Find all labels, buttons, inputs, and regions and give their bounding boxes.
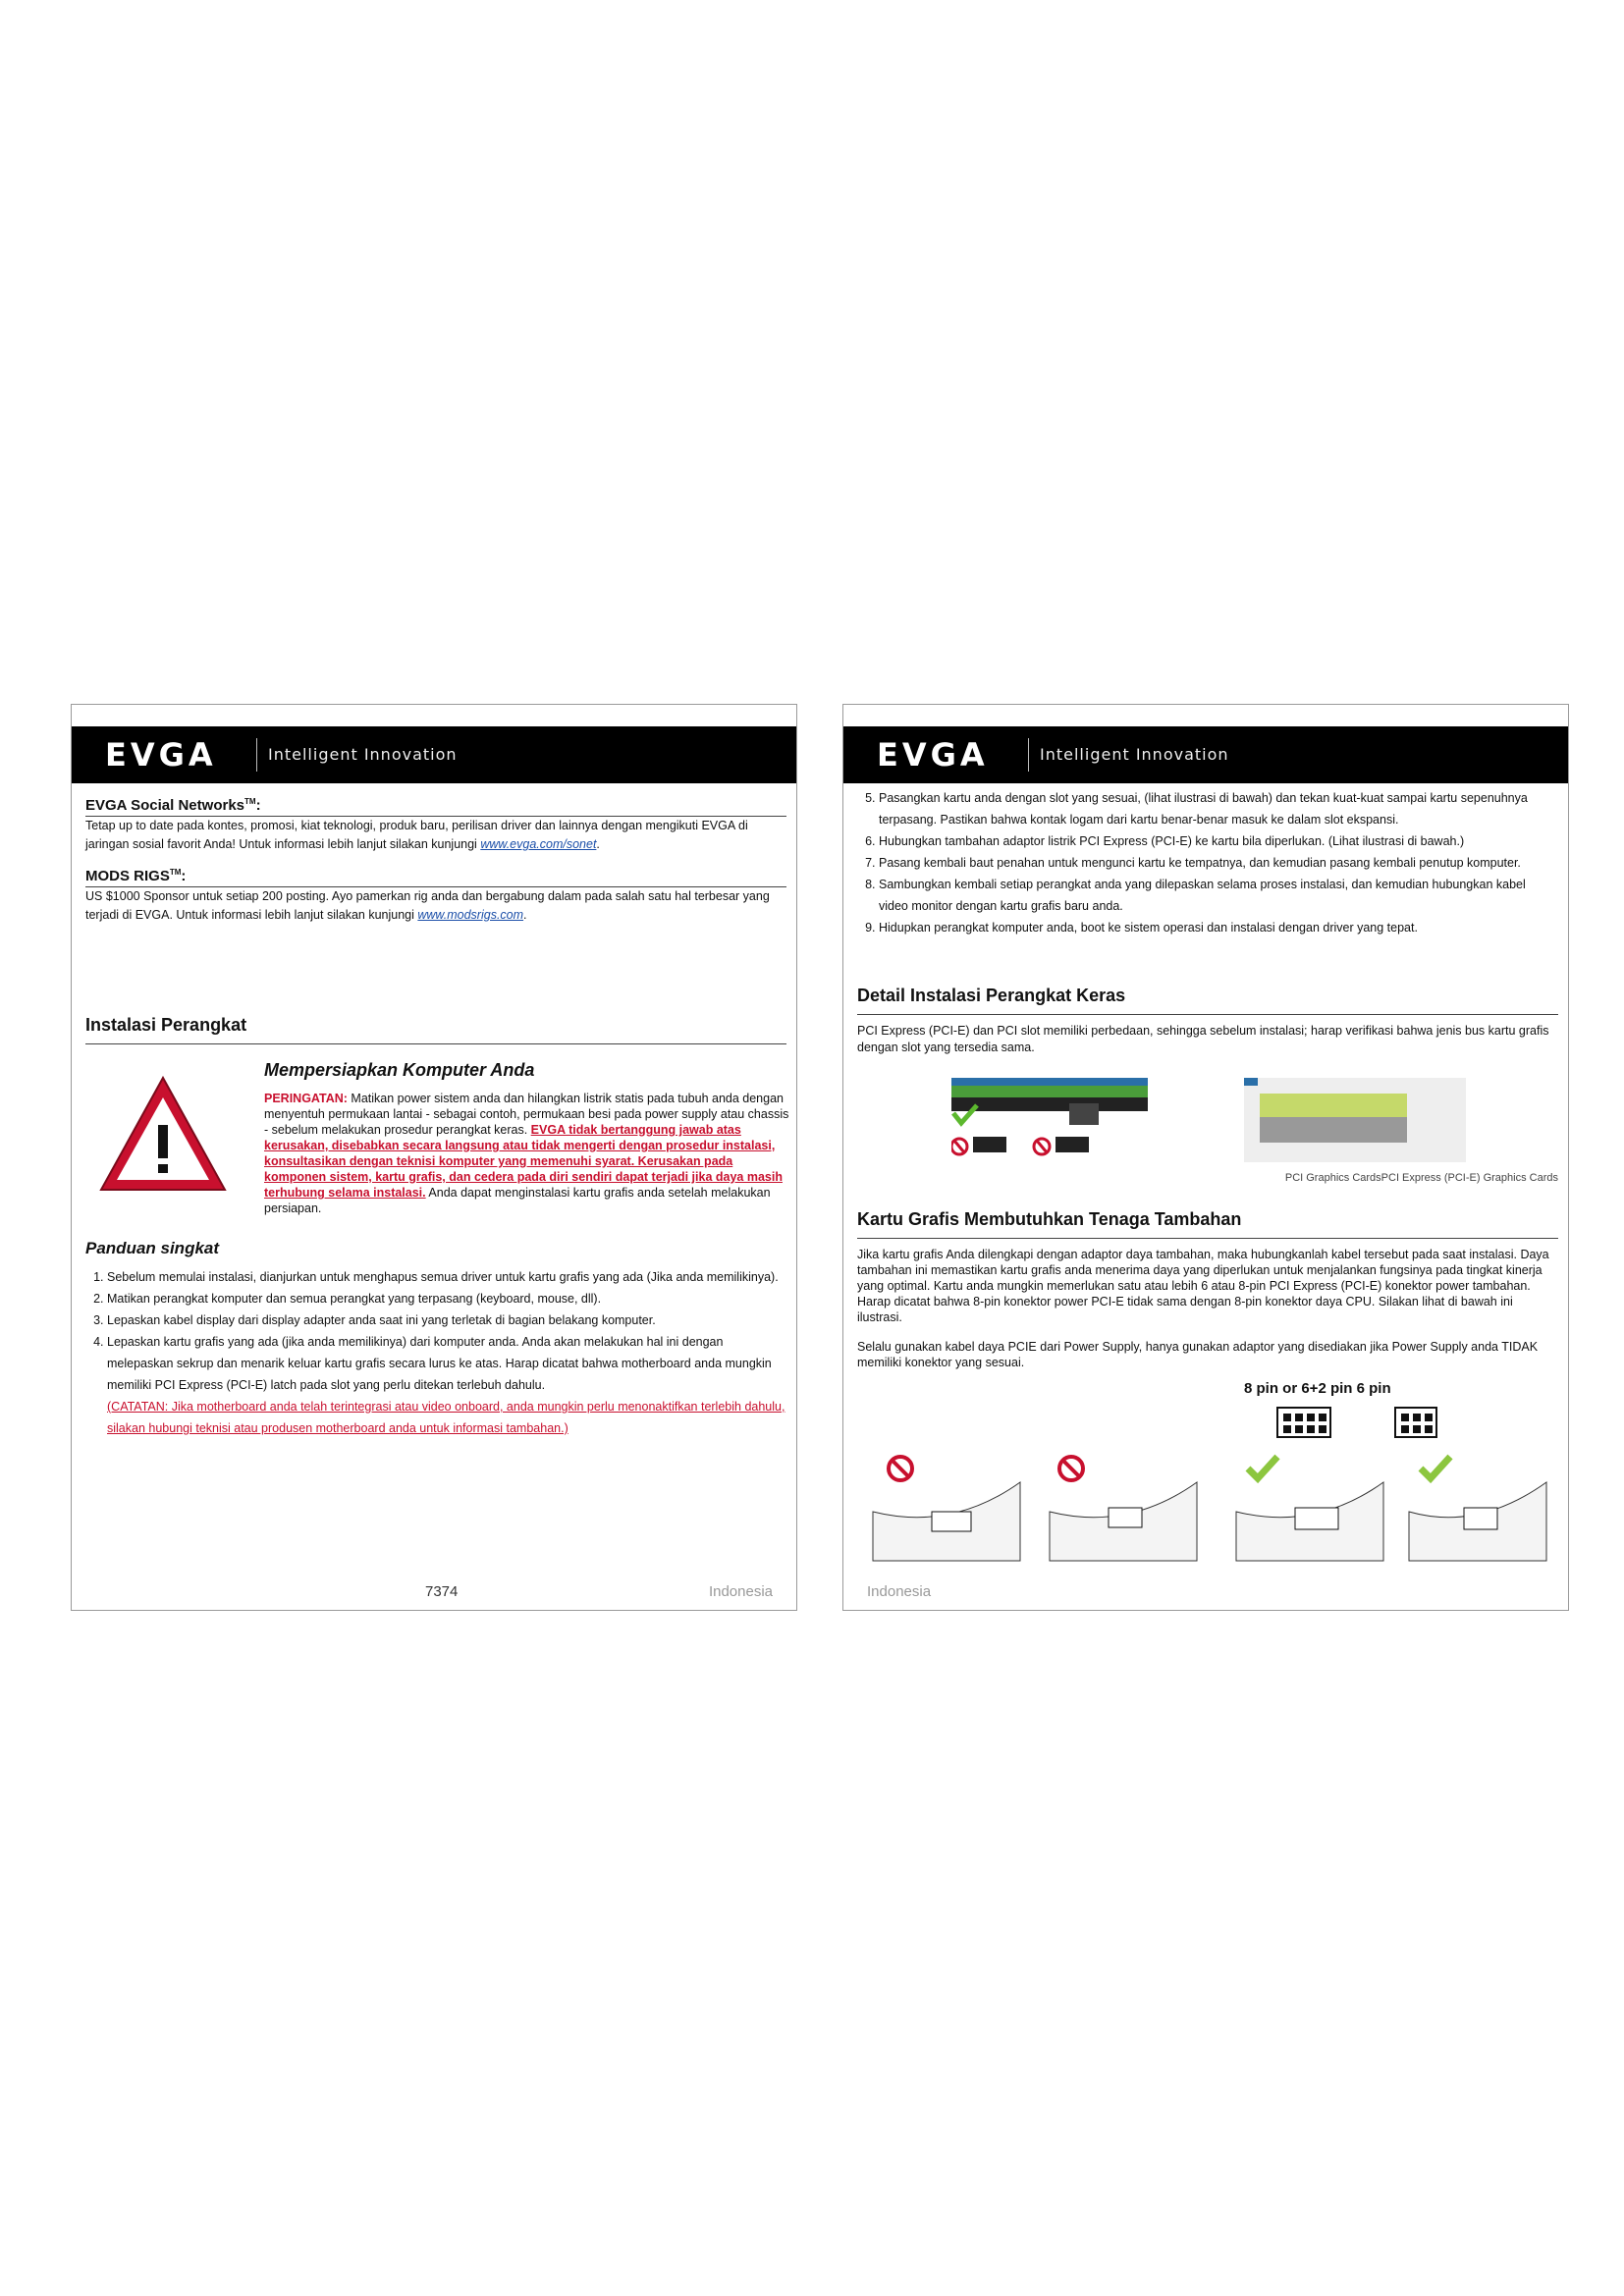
steps-list [857,787,1558,938]
logo-divider [256,738,257,772]
header-bar [72,726,796,783]
warning-text: PERINGATAN: Matikan power sistem anda dan hilangkan listrik statis pada tubuh anda dengan menyentuh permukaan lantai - sebagai contoh, permukaan besi pada power supply atau chassis - sebelum melakukan prosedur perangkat keras. EVGA tidak bertanggung jawab atas kerusakan, disebabkan secara langsung atau tidak mengerti dengan prosedur instalasi, konsultasikan dengan teknisi komputer yang memenuhi syarat. Kerusakan pada komponen sistem, kartu grafis, dan cedera pada diri sendiri dapat terjadi jika daya masih terhubung selama instalasi. Anda dapat menginstalasi kartu grafis anda setelah melakukan persiapan. [264,1092,789,1215]
slot-caption: PCI Graphics CardsPCI Express (PCI-E) Graphics Cards [1284,1172,1558,1184]
page-number: 7374 [425,1583,459,1600]
logo-divider [1028,738,1029,772]
list-item: 5. Pasangkan kartu anda dengan slot yang sesuai, (lihat ilustrasi di bawah) dan tekan kuat-kuat sampai kartu sepenuhnya terpasang. Pastikan bahwa kontak logam dari kartu benar-benar masuk ke dalam slot ekspansi. [879,787,1558,830]
social-heading: EVGA Social Networks™: [85,797,786,817]
sonet-link[interactable]: www.evga.com/sonet [480,837,597,851]
connector-icons [1275,1404,1472,1453]
list-item: 2. Matikan perangkat komputer dan semua perangkat yang terpasang (keyboard, mouse, dll). [107,1288,786,1309]
power-text: Selalu gunakan kabel daya PCIE dari Power Supply, hanya gunakan adaptor yang disediakan jika Power Supply anda TIDAK memiliki konektor yang sesuai. [857,1340,1539,1369]
detail-title: Detail Instalasi Perangkat Keras [857,986,1558,1015]
list-item: 3. Lepaskan kabel display dari display adapter anda saat ini yang terletak di bagian belakang komputer. [107,1309,786,1331]
power-section [857,1209,1558,1370]
power-title: Kartu Grafis Membutuhkan Tenaga Tambahan [857,1209,1558,1239]
quick-title: Panduan singkat [85,1239,220,1257]
pci-slot-illustration [1244,1078,1470,1166]
tagline: Intelligent Innovation [1040,745,1229,764]
install-title: Instalasi Perangkat [85,1015,786,1044]
manual-page-right [842,704,1569,1611]
list-item: 7. Pasang kembali baut penahan untuk mengunci kartu ke tempatnya, dan kemudian pasang kembali penutup komputer. [879,852,1558,874]
list-item: 9. Hidupkan perangkat komputer anda, boot ke sistem operasi dan instalasi dengan driver yang tepat. [879,917,1558,938]
prepare-title: Mempersiapkan Komputer Anda [264,1060,535,1080]
detail-section [857,986,1558,1056]
social-text: Tetap up to date pada kontes, promosi, kiat teknologi, produk baru, perilisan driver dan lainnya dengan mengikuti EVGA di jaringan sosial favorit Anda! Untuk informasi lebih lanjut silakan kunjungi www.evga.com/sonet. [85,819,748,851]
detail-text: PCI Express (PCI-E) dan PCI slot memiliki perbedaan, sehingga sebelum instalasi; harap verifikasi bahwa jenis bus kartu grafis dengan slot yang tersedia sama. [857,1024,1549,1054]
list-item: 8. Sambungkan kembali setiap perangkat anda yang dilepaskan selama proses instalasi, dan kemudian hubungkan kabel video monitor dengan kartu grafis baru anda. [879,874,1558,917]
evga-logo: EVGA [877,736,989,774]
list-item: 4. Lepaskan kartu grafis yang ada (jika anda memilikinya) dari komputer anda. Anda akan melakukan hal ini dengan melepaskan sekrup dan menarik keluar kartu grafis secara lurus ke atas. Harap dicatat bahwa motherboard anda mungkin memiliki PCI Express (PCI-E) latch pada slot yang perlu ditekan terlebuh dahulu. [107,1331,786,1396]
install-section-title [85,1015,786,1044]
header-bar [843,726,1568,783]
steps-list [85,1266,786,1396]
modsrigs-link[interactable]: www.modsrigs.com [417,908,524,922]
mods-text: US $1000 Sponsor untuk setiap 200 posting. Ayo pamerkan rig anda dan bergabung dalam pada salah satu hal terbesar yang terjadi di EVGA. Untuk informasi lebih lanjut silakan kunjungi www.modsrigs.com. [85,889,770,922]
warning-triangle-icon [97,1074,229,1194]
pcie-slot-illustration [951,1078,1197,1166]
list-item: 6. Hubungkan tambahan adaptor listrik PCI Express (PCI-E) ke kartu bila diperlukan. (Lihat ilustrasi di bawah.) [879,830,1558,852]
language-label: Indonesia [708,1583,773,1600]
pin-label: 8 pin or 6+2 pin 6 pin [1244,1380,1391,1397]
quick-guide [85,1239,786,1439]
power-text: Jika kartu grafis Anda dilengkapi dengan adaptor daya tambahan, maka hubungkanlah kabel tersebut pada saat instalasi. Daya tambahan ini memastikan kartu grafis anda menerima daya yang diperlukan untuk menjalankan fungsinya pada tingkat kinerja yang optimal. Kartu anda mungkin memerlukan satu atau lebih 6 atau 8-pin PCI Express (PCI-E) konektor power tambahan. Harap dicatat bahwa 8-pin konektor power PCI-E tidak sama dengan 8-pin konektor daya CPU. Silakan lihat di bawah ini ilustrasi. [857,1248,1549,1324]
social-section [85,797,786,854]
note-text: (CATATAN: Jika motherboard anda telah terintegrasi atau video onboard, anda mungkin perlu menonaktifkan terlebih dahulu, silakan hubungi teknisi atau produsen motherboard anda untuk informasi tambahan.) [107,1400,785,1435]
tagline: Intelligent Innovation [268,745,458,764]
power-connector-illustrations [863,1453,1550,1571]
language-label: Indonesia [867,1583,932,1600]
steps-continued [857,787,1558,938]
manual-page-left [71,704,797,1611]
mods-section [85,868,786,925]
prepare-block [264,1060,794,1216]
list-item: 1. Sebelum memulai instalasi, dianjurkan untuk menghapus semua driver untuk kartu grafis yang ada (Jika anda memilikinya). [107,1266,786,1288]
mods-heading: MODS RIGS™: [85,868,786,887]
evga-logo: EVGA [105,736,217,774]
